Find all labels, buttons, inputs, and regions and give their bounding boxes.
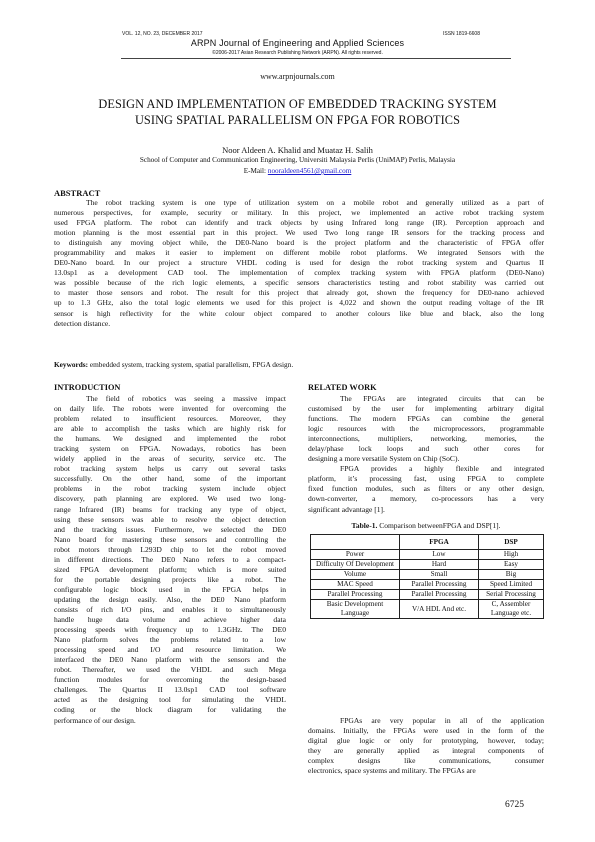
text-line: delay/phase lock loops and such other cores for bbox=[308, 444, 544, 454]
text-line: function modules for overcoming the design-based bbox=[54, 675, 286, 685]
keywords-text: embedded system, tracking system, spatial parallelism, FPGA design. bbox=[88, 360, 294, 369]
text-line: sized FPGA development platform; which is more suited bbox=[54, 564, 286, 574]
text-line: widely applied in the areas of security, service etc. The bbox=[54, 454, 286, 464]
text-line: to distinguish any moving object while, the DE0-Nano board is the project platform and the characteristic of FPGA offer bbox=[54, 238, 544, 248]
text-line: challenges. The Quartus II 13.0sp1 CAD tool software bbox=[54, 685, 286, 695]
keywords-label: Keywords: bbox=[54, 360, 89, 369]
text-line: The field of robotics was seeing a massive impact bbox=[86, 394, 286, 403]
title-line-2: USING SPATIAL PARALLELISM ON FPGA FOR ROBOTICS bbox=[134, 113, 461, 127]
paper-title bbox=[40, 96, 555, 128]
table-cell: Speed Limited bbox=[479, 580, 544, 590]
table-row bbox=[311, 570, 544, 580]
email-link[interactable]: nooraldeen4561@gmail.com bbox=[267, 167, 352, 175]
authors: Noor Aldeen A. Khalid and Muataz H. Salih bbox=[222, 145, 373, 155]
text-line: configurable logic block used in the FPGA helps in bbox=[54, 584, 286, 594]
text-line: updating the design easily. Also, the DE0 Nano platform bbox=[54, 594, 286, 604]
text-line: Nano board for mastering these sensors and controlling the bbox=[54, 534, 286, 544]
affiliation: School of Computer and Communication Engineering, Universiti Malaysia Perlis (UniMAP) Perlis, Malaysia bbox=[139, 156, 456, 164]
text-line: designing a more versatile System on Chip (SoC). bbox=[308, 454, 460, 464]
issn: ISSN 1819-6608 bbox=[443, 31, 480, 37]
introduction-heading: INTRODUCTION bbox=[54, 383, 121, 392]
email-label: E-Mail: bbox=[243, 167, 268, 175]
table-row bbox=[311, 600, 544, 619]
table-cell: Serial Processing bbox=[479, 590, 544, 600]
table-caption-label: Table-1. bbox=[351, 521, 378, 530]
table-cell: Volume bbox=[311, 570, 400, 580]
text-line: consists of rich I/O pins, and enables it to simultaneously bbox=[54, 604, 286, 614]
text-line: they are generally applied as integral components of bbox=[308, 746, 544, 756]
text-line: DE0-Nano board. In our project a structure VHDL coding is used for design the robot tracking system and Quartus II bbox=[54, 258, 544, 268]
text-line: successfully. On the other hand, some of the important bbox=[54, 474, 286, 484]
table-caption-text: Comparison betweenFPGA and DSP[1]. bbox=[377, 521, 501, 530]
text-line: The robot tracking system is one type of utilization system on a mobile robot and generally utilized as a part of bbox=[86, 198, 544, 207]
table-row bbox=[311, 590, 544, 600]
text-line: are able to accomplish the tasks which are highly risk for bbox=[54, 424, 286, 434]
text-line: tracking system on FPGA. Nowadays, robotics has been bbox=[54, 444, 286, 454]
text-line: using these sensors was able to resolve the object detection bbox=[54, 514, 286, 524]
header-divider bbox=[121, 58, 511, 59]
text-line: numerous perspectives, for example, security or military. In this project, we implemented an active robot tracking system bbox=[54, 208, 544, 218]
text-line: 13.0sp1 as a development CAD tool. The implementation of complex tracking system with FPGA platform (DE0-Nano) bbox=[54, 268, 544, 278]
text-line: sensor is high reflectivity for the white colour object compared to another colours like blue and black, also the long bbox=[54, 308, 544, 318]
table-cell: Parallel Processing bbox=[400, 580, 479, 590]
table-header-cell: DSP bbox=[479, 535, 544, 550]
table-cell: Power bbox=[311, 550, 400, 560]
text-line: complex designs like communications, consumer bbox=[308, 756, 544, 766]
table-cell: C, Assembler Language etc. bbox=[479, 600, 544, 619]
text-line: FPGAs are very popular in all of the application bbox=[340, 716, 544, 725]
table-cell: Small bbox=[400, 570, 479, 580]
text-line: Nano platform solves the problems related to a low bbox=[54, 635, 286, 645]
title-line-1: DESIGN AND IMPLEMENTATION OF EMBEDDED TRACKING SYSTEM bbox=[98, 97, 497, 111]
table-cell: Hard bbox=[400, 560, 479, 570]
text-line: used FPGA platform. The robot can identify and track objects by using Infrared long range (IR). Perception approach and bbox=[54, 218, 544, 228]
text-line: electronics, space systems and military. The FPGAs are bbox=[308, 766, 476, 776]
journal-website[interactable]: www.arpnjournals.com bbox=[260, 72, 335, 81]
table-cell: Parallel Processing bbox=[311, 590, 400, 600]
text-line: processing speeds with frequency up to 1.3GHz. The DE0 bbox=[54, 625, 286, 635]
email-line bbox=[0, 167, 595, 175]
text-line: logic resources with the microprocessors, programmable bbox=[308, 424, 544, 434]
text-line: significant advantage [1]. bbox=[308, 504, 385, 514]
related-work-heading: RELATED WORK bbox=[308, 383, 377, 392]
journal-name: ARPN Journal of Engineering and Applied Sciences bbox=[190, 38, 405, 48]
text-line: range Infrared (IR) beams for tracking any type of object, bbox=[54, 504, 286, 514]
table-row bbox=[311, 550, 544, 560]
text-line: functions. The modern FPGAs can combine the general bbox=[308, 414, 544, 424]
volume-info: VOL. 12, NO. 23, DECEMBER 2017 bbox=[122, 31, 203, 37]
text-line: interconnections, multipliers, networking, memories, the bbox=[308, 434, 544, 444]
text-line: customised by the user for implementing arbitrary digital bbox=[308, 404, 544, 414]
table-cell: Basic Development Language bbox=[311, 600, 400, 619]
text-line: digital glue logic or only for prototyping, however, today; bbox=[308, 736, 544, 746]
table-row bbox=[311, 560, 544, 570]
text-line: detection distance. bbox=[54, 318, 111, 328]
table-header-cell bbox=[311, 535, 400, 550]
table-cell: High bbox=[479, 550, 544, 560]
table-cell: Easy bbox=[479, 560, 544, 570]
text-line: platform, it’s processing fast, using FPGA to complete bbox=[308, 474, 544, 484]
text-line: problem related to insufficient resources. Moreover, they bbox=[54, 414, 286, 424]
text-line: processing speed and I/O and resource limitation. We bbox=[54, 645, 286, 655]
related-work-body bbox=[308, 394, 544, 515]
text-line: robot tracking system helps us carry out several tasks bbox=[54, 464, 286, 474]
comparison-table bbox=[310, 534, 544, 619]
text-line: The FPGAs are integrated circuits that can be bbox=[340, 394, 544, 403]
text-line: and the tracking issues. Furthermore, we selected the DE0 bbox=[54, 524, 286, 534]
text-line: the humans. We designed and implemented the robot bbox=[54, 434, 286, 444]
table-cell: Low bbox=[400, 550, 479, 560]
text-line: discovery, path planning are explored. We used two long- bbox=[54, 494, 286, 504]
table-caption bbox=[308, 521, 544, 530]
table-header-cell: FPGA bbox=[400, 535, 479, 550]
table-row bbox=[311, 580, 544, 590]
copyright-notice: ©2006-2017 Asian Research Publishing Network (ARPN). All rights reserved. bbox=[212, 50, 383, 56]
text-line: FPGA provides a highly flexible and integrated bbox=[340, 464, 544, 474]
table-cell: Parallel Processing bbox=[400, 590, 479, 600]
text-line: robot motors through L293D chip to let the robot moved bbox=[54, 544, 286, 554]
related-work-body-continued bbox=[308, 716, 544, 776]
table-cell: MAC Speed bbox=[311, 580, 400, 590]
table-cell: V/A HDL And etc. bbox=[400, 600, 479, 619]
text-line: acted as the designing tool for simulating the VHDL bbox=[54, 695, 286, 705]
text-line: programmability and makes it easier to implement on different mobile robot platforms. We integrated Sensors with the bbox=[54, 248, 544, 258]
text-line: domains. Initially, the FPGAs were used in the form of the bbox=[308, 726, 544, 736]
text-line: handle huge data volume and achieve higher data bbox=[54, 615, 286, 625]
text-line: in different directions. The DE0 Nano refers to a compact- bbox=[54, 554, 286, 564]
table-cell: Difficulty Of Development bbox=[311, 560, 400, 570]
text-line: problems in the robot tracking system include object bbox=[54, 484, 286, 494]
text-line: interfaced the DE0 Nano platform with the sensors and the bbox=[54, 655, 286, 665]
text-line: robot. Thereafter, we used the VHDL and such Mega bbox=[54, 665, 286, 675]
page-number: 6725 bbox=[505, 800, 524, 810]
abstract-body bbox=[54, 198, 544, 329]
table-header-row bbox=[311, 535, 544, 550]
text-line: on daily life. The robots were invented for overcoming the bbox=[54, 404, 286, 414]
text-line: to master those sensors and robot. The result for this project that already got, shown the frequency for DE0-nano achieved bbox=[54, 288, 544, 298]
text-line: coding or the block diagram for validating the bbox=[54, 705, 286, 715]
abstract-heading: ABSTRACT bbox=[54, 188, 101, 198]
introduction-body bbox=[54, 394, 286, 726]
text-line: fixed function modules, such as filters or any other design, bbox=[308, 484, 544, 494]
text-line: motion planning is the most essential part in this project. We used Two long range IR sensors for the tracking process and bbox=[54, 228, 544, 238]
text-line: performance of our design. bbox=[54, 715, 136, 725]
keywords bbox=[54, 360, 544, 369]
table-cell: Big bbox=[479, 570, 544, 580]
text-line: up to 1.3 GHz, also the total logic elements we used for this project is 4,022 and shown the output reading voltage of the IR bbox=[54, 298, 544, 308]
text-line: for the portable designing projects like a robot. The bbox=[54, 574, 286, 584]
text-line: down-converter, a memory, co-processors has a very bbox=[308, 494, 544, 504]
text-line: was possible because of the rich logic elements, a specific sensors characteristics testing and robot stability was carried out bbox=[54, 278, 544, 288]
